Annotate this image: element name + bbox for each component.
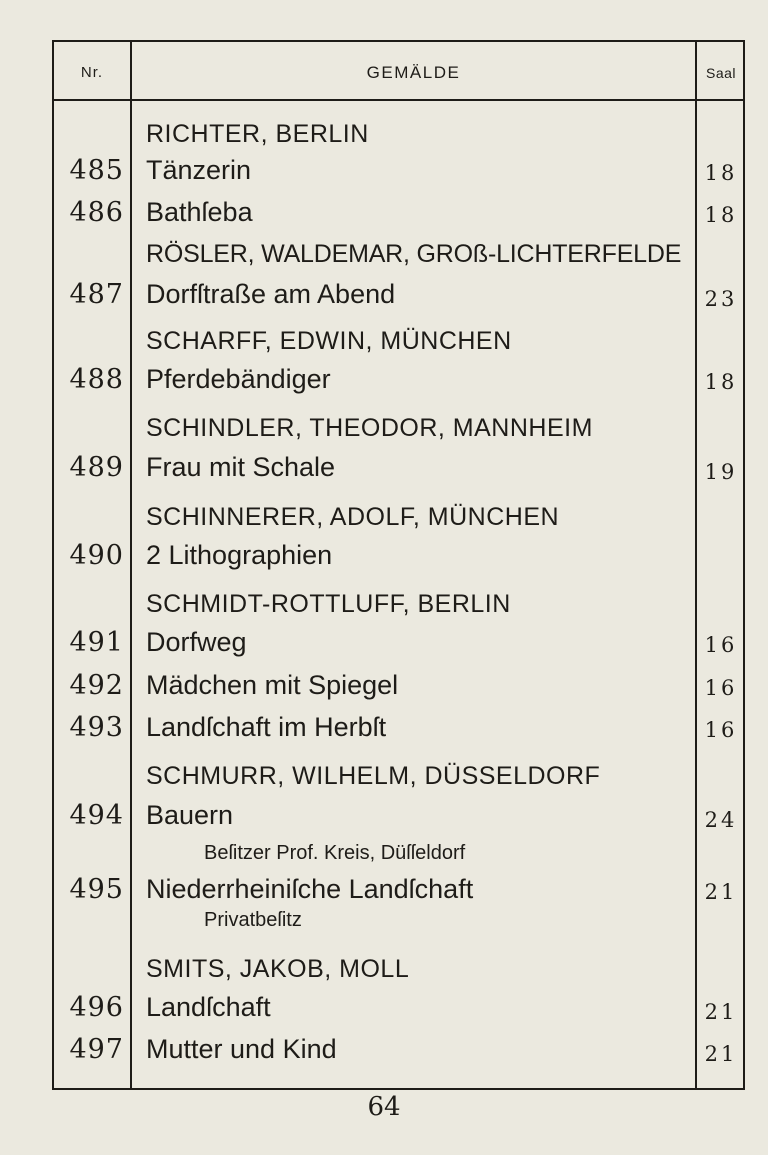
painting-title: 2 Lithographien: [146, 540, 333, 570]
painting-title: Niederrheiniſche Landſchaft: [146, 874, 474, 904]
room-number: 18: [704, 161, 738, 185]
painting-title: Bathſeba: [146, 197, 253, 227]
artist-name: SMITS, JAKOB, MOLL: [146, 955, 410, 983]
owner-text: Beſitzer Prof. Kreis, Düſſeldorf: [204, 842, 466, 864]
artist-name: SCHMURR, WILHELM, DÜSSELDORF: [146, 762, 601, 790]
room-number: 19: [704, 460, 738, 484]
artist-name: SCHINDLER, THEODOR, MANNHEIM: [146, 414, 593, 442]
catalog-table: [52, 40, 745, 1090]
room-number: 16: [704, 718, 738, 742]
artist-name: RICHTER, BERLIN: [146, 120, 369, 148]
header-gemaelde: GEMÄLDE: [366, 63, 461, 82]
header-nr: Nr.: [80, 64, 104, 81]
table-header: [54, 42, 743, 101]
entry-number: 494: [69, 800, 124, 831]
column-divider-nr: [130, 42, 132, 1088]
artist-name: SCHMIDT-ROTTLUFF, BERLIN: [146, 590, 511, 618]
painting-title: Pferdebändiger: [146, 364, 331, 394]
painting-title: Landſchaft im Herbſt: [146, 712, 387, 742]
entry-number: 491: [69, 627, 124, 658]
artist-name: RÖSLER, WALDEMAR, GROß-LICHTERFELDE: [146, 240, 682, 268]
painting-title: Mädchen mit Spiegel: [146, 670, 399, 700]
room-number: 24: [704, 808, 738, 832]
artist-name: SCHARFF, EDWIN, MÜNCHEN: [146, 327, 512, 355]
room-number: 23: [704, 287, 738, 311]
entry-number: 485: [69, 155, 124, 186]
painting-title: Frau mit Schale: [146, 452, 336, 482]
room-number: 16: [704, 633, 738, 657]
room-number: 21: [704, 1000, 738, 1024]
room-number: 18: [704, 370, 738, 394]
header-saal: Saal: [705, 65, 737, 81]
entry-number: 495: [69, 874, 124, 905]
painting-title: Dorfweg: [146, 627, 247, 657]
entry-number: 486: [69, 197, 124, 228]
entry-number: 489: [69, 452, 124, 483]
room-number: 21: [704, 880, 738, 904]
room-number: 18: [704, 203, 738, 227]
entry-number: 488: [69, 364, 124, 395]
painting-title: Mutter und Kind: [146, 1034, 337, 1064]
painting-title: Dorfſtraße am Abend: [146, 279, 396, 309]
page-number: 64: [367, 1092, 401, 1122]
entry-number: 493: [69, 712, 124, 743]
entry-number: 490: [69, 540, 124, 571]
painting-title: Tänzerin: [146, 155, 252, 185]
room-number: 21: [704, 1042, 738, 1066]
entry-number: 487: [69, 279, 124, 310]
column-divider-saal: [695, 42, 697, 1088]
painting-title: Landſchaft: [146, 992, 271, 1022]
entry-number: 497: [69, 1034, 124, 1065]
painting-title: Bauern: [146, 800, 234, 830]
artist-name: SCHINNERER, ADOLF, MÜNCHEN: [146, 503, 560, 531]
room-number: 16: [704, 676, 738, 700]
entry-number: 492: [69, 670, 124, 701]
owner-text: Privatbeſitz: [204, 909, 302, 931]
entry-number: 496: [69, 992, 124, 1023]
